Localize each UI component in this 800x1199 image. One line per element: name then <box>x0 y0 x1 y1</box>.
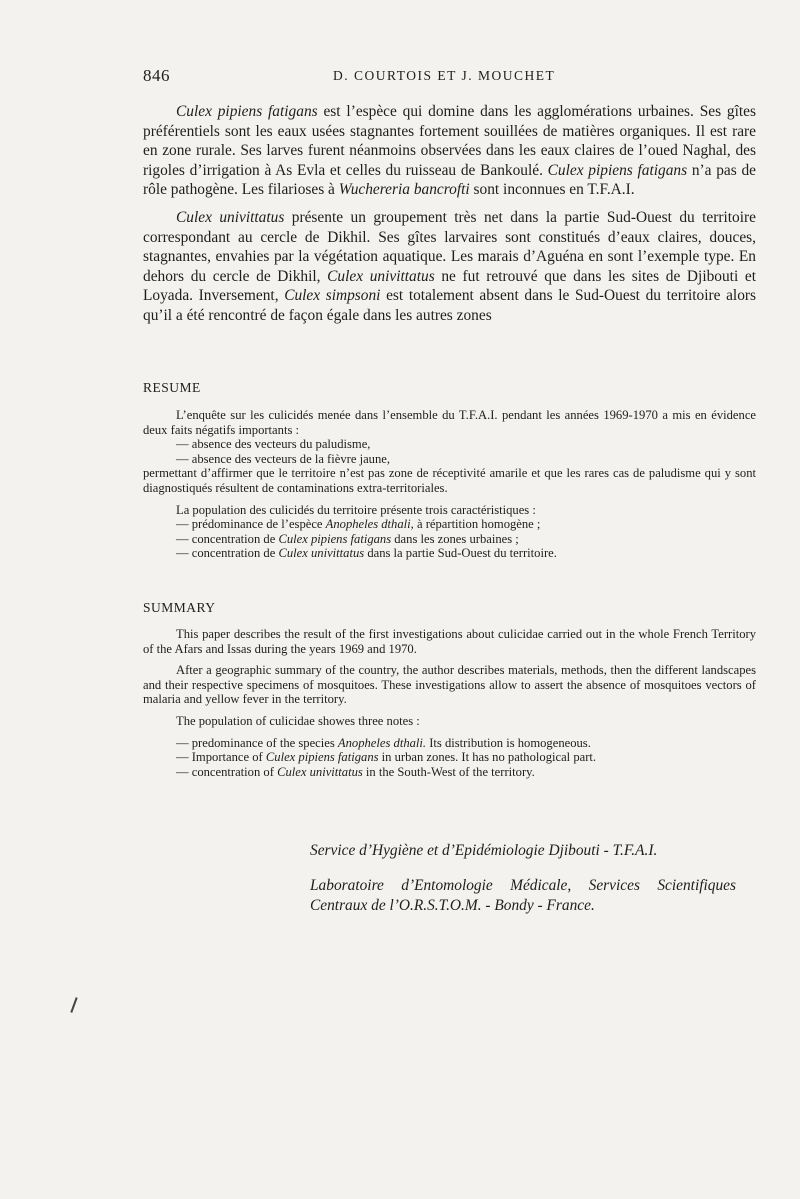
text-run: — Importance of <box>176 750 266 765</box>
species-name: Culex pipiens fatigans <box>176 103 318 120</box>
summary-item <box>143 750 756 765</box>
resume-item <box>143 517 756 532</box>
text-run: dans les zones urbaines ; <box>391 531 519 546</box>
summary-item <box>143 736 756 751</box>
text-run: est l’espèce qui domine dans les agglomérations urbaines. Ses gîtes préférentiels sont les eaux usées stagnantes fortement souillées de matières organiques. Il est rare en zone rurale. Ses larves furent néanmoins observées dans les eaux claires de l’oued Naghal, des rigoles d’irrigation à As Evla et celles du ruisseau de Bankoulé. <box>143 103 756 179</box>
species-name: Culex pipiens fatigans <box>265 750 379 765</box>
text-run: ne fut retrouvé que dans les sites de Djibouti et Loyada. Inversement, <box>143 267 757 305</box>
text-run: — concentration de <box>176 546 279 561</box>
text-run: — concentration of <box>176 764 278 779</box>
species-name: Culex univittatus <box>278 546 365 561</box>
resume-item <box>143 546 756 561</box>
resume-intro-2: La population des culicidés du territoire présente trois caractéristiques : <box>176 502 536 517</box>
text-run: Its distribution is homogeneous. <box>426 735 591 750</box>
text-run: est totalement absent dans le Sud-Ouest du territoire alors qu’il a été rencontré de façon égale dans les autres zones <box>143 287 757 324</box>
page-number: 846 <box>143 66 170 85</box>
text-run: — predominance of the species <box>176 735 338 750</box>
body-text <box>143 102 756 334</box>
text-run: — prédominance de l’espèce <box>176 517 326 532</box>
resume-item: — absence des vecteurs du paludisme, <box>176 437 371 452</box>
resume-intro: L’enquête sur les culicidés menée dans l’ensemble du T.F.A.I. pendant les années 1969-1970 a mis en évidence deux faits négatifs importants : <box>143 408 756 437</box>
affiliation-2: Laboratoire d’Entomologie Médicale, Services Scientifiques Centraux de l’O.R.S.T.O.M. - Bondy - France. <box>310 876 736 914</box>
summary-item <box>143 765 756 780</box>
species-name: Anopheles dthali. <box>337 735 427 750</box>
paragraph-culex-pipiens <box>143 102 756 200</box>
text-run: — concentration de <box>176 531 279 546</box>
affiliation-1: Service d’Hygiène et d’Epidémiologie Djibouti - T.F.A.I. <box>310 842 658 859</box>
resume-item: — absence des vecteurs de la fièvre jaune, <box>176 451 390 466</box>
text-run: n’a pas de rôle pathogène. Les filarioses à <box>143 161 757 199</box>
species-name: Culex pipiens fatigans <box>547 161 688 179</box>
text-run: présente un groupement très net dans la partie Sud-Ouest du territoire correspondant au cercle de Dikhil. Ses gîtes larvaires sont constitués d’eaux claires, douces, stagnantes, envahies par la végétation aquatique. Les marais d’Aguéna en sont l’exemple type. En dehors du cercle de Dikhil, <box>143 208 756 285</box>
summary-paragraph: The population of culicidae showes three notes : <box>176 713 420 728</box>
page-header <box>143 66 743 88</box>
text-run: sont inconnues en T.F.A.I. <box>469 181 635 199</box>
summary-paragraph: After a geographic summary of the country, the author describes materials, methods, then the different landscapes and their respective specimens of mosquitoes. These investigations allow to assert the absence of mosquitoes vectors of malaria and yellow fever in the territory. <box>143 663 756 707</box>
species-name: Culex pipiens fatigans <box>278 531 392 546</box>
resume-section <box>143 408 756 561</box>
text-run: in urban zones. It has no pathological part. <box>378 750 597 765</box>
species-name: Wuchereria bancrofti <box>338 181 470 199</box>
affiliations <box>310 841 736 917</box>
summary-heading: SUMMARY <box>143 600 216 615</box>
running-head: D. COURTOIS ET J. MOUCHET <box>333 68 556 83</box>
resume-continuation: permettant d’affirmer que le territoire n’est pas zone de réceptivité amarile et que les rares cas de paludisme qui y sont diagnostiqués résultent de contaminations extra-territoriales. <box>143 466 756 495</box>
summary-paragraph: This paper describes the result of the first investigations about culicidae carried out in the whole French Territory of the Afars and Issas during the years 1969 and 1970. <box>143 627 756 656</box>
paragraph-culex-univittatus <box>143 208 756 326</box>
summary-section <box>143 627 756 779</box>
text-run: in the South-West of the territory. <box>362 764 535 779</box>
species-name: Culex simpsoni <box>284 287 381 305</box>
pen-mark <box>70 997 77 1013</box>
species-name: Culex univittatus <box>176 208 285 226</box>
resume-item <box>143 532 756 547</box>
species-name: Anopheles dthali, <box>325 517 414 532</box>
resume-heading: RESUME <box>143 380 201 395</box>
species-name: Culex univittatus <box>277 764 363 779</box>
text-run: dans la partie Sud-Ouest du territoire. <box>364 546 557 561</box>
species-name: Culex univittatus <box>327 267 435 285</box>
text-run: à répartition homogène ; <box>413 517 541 532</box>
